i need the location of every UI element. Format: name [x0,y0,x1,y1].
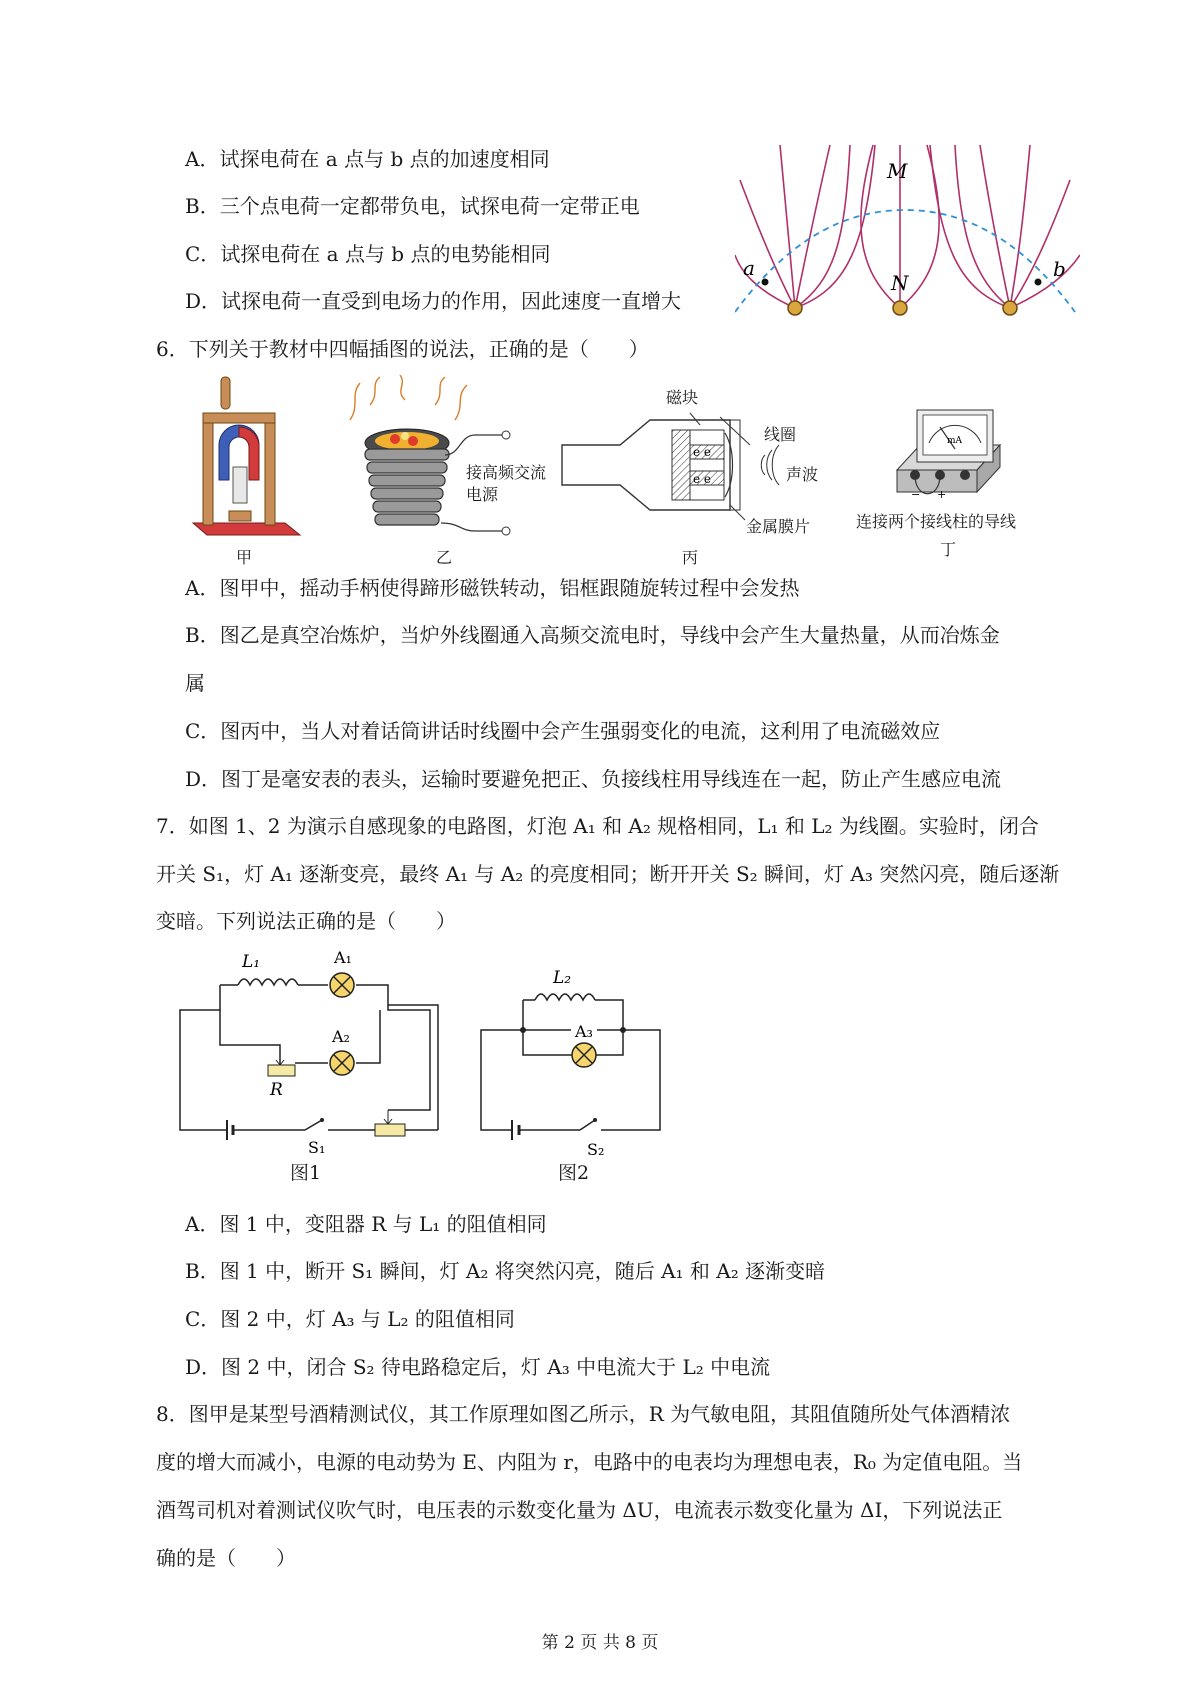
label-r: R [270,1080,283,1100]
q5-option-b: B．三个点电荷一定都带负电，试探电荷一定带正电 [185,194,640,218]
caption-bing: 丙 [682,548,699,567]
q8-stem-2: 度的增大而减小，电源的电动势为 E、内阻为 r，电路中的电表均为理想电表，R₀ 为定值电阻。当 [156,1450,1023,1474]
caption-yi: 乙 [436,548,453,567]
label-sound-wave: 声波 [786,465,819,484]
label-s2: S₂ [587,1140,605,1159]
caption-fig2: 图2 [558,1162,590,1184]
q8-stem-3: 酒驾司机对着测试仪吹气时，电压表的示数变化量为 ΔU，电流表示数变化量为 ΔI，下列说法正 [156,1498,1003,1522]
q6-option-b-cont: 属 [185,671,205,695]
meter-unit: mA [947,436,963,446]
label-a2: A₂ [332,1027,350,1046]
q6-stem: 6．下列关于教材中四幅插图的说法，正确的是（ ） [156,337,649,361]
q6-option-c: C．图丙中，当人对着话筒讲话时线圈中会产生强弱变化的电流，这利用了电流磁效应 [185,719,941,743]
page-footer: 第 2 页 共 8 页 [541,1633,659,1653]
q8-stem-1: 8．图甲是某型号酒精测试仪，其工作原理如图乙所示，R 为气敏电阻，其阻值随所处气体酒精浓 [156,1402,1011,1426]
label-l1: L₁ [242,952,261,972]
q5-option-c: C．试探电荷在 a 点与 b 点的电势能相同 [185,242,551,266]
figure-jia [185,375,305,540]
label-coil: 线圈 [764,425,797,444]
circuit-figure-1 [170,945,460,1170]
label-a3: A₃ [575,1022,593,1041]
label-l2: L₂ [553,968,572,988]
q7-option-b: B．图 1 中，断开 S₁ 瞬间，灯 A₂ 将突然闪亮，随后 A₁ 和 A₂ 逐渐变暗 [185,1259,826,1283]
label-a1: A₁ [334,948,352,967]
svg-text:−: − [911,488,921,501]
label-s1: S₁ [308,1138,326,1157]
svg-text:+: + [937,488,947,501]
caption-fig1: 图1 [290,1162,322,1184]
circuit-figure-2 [475,955,675,1165]
figure-yi [345,375,515,540]
q7-option-c: C．图 2 中，灯 A₃ 与 L₂ 的阻值相同 [185,1307,515,1331]
q6-option-d: D．图丁是毫安表的表头，运输时要避免把正、负接线柱用导线连在一起，防止产生感应电流 [185,767,1002,791]
label-metal-film: 金属膜片 [746,517,811,536]
q5-option-a: A．试探电荷在 a 点与 b 点的加速度相同 [185,147,550,171]
q8-stem-4: 确的是（ ） [156,1546,296,1570]
q7-stem-1: 7．如图 1、2 为演示自感现象的电路图，灯泡 A₁ 和 A₂ 规格相同，L₁ 和 L₂ 为线圈。实验时，闭合 [156,814,1039,838]
label-high-frequency-source: 接高频交流电源 [466,463,547,504]
caption-ding: 丁 [940,540,957,559]
svg-text:e e: e e [693,472,712,486]
q7-stem-2: 开关 S₁，灯 A₁ 逐渐变亮，最终 A₁ 与 A₂ 的亮度相同；断开开关 S₂ 瞬间，灯 A₃ 突然闪亮，随后逐渐 [156,862,1060,886]
label-a: a [743,256,755,280]
q5-option-d: D．试探电荷一直受到电场力的作用，因此速度一直增大 [185,289,682,313]
label-wire: 连接两个接线柱的导线 [856,512,1017,531]
label-b: b [1053,257,1066,281]
label-magnet-block: 磁块 [666,388,699,407]
q7-option-a: A．图 1 中，变阻器 R 与 L₁ 的阻值相同 [185,1212,547,1236]
figure-ding [895,405,1005,505]
q7-stem-3: 变暗。下列说法正确的是（ ） [156,909,456,933]
q6-option-b: B．图乙是真空冶炼炉，当炉外线圈通入高频交流电时，导线中会产生大量热量，从而冶炼金 [185,623,1000,647]
label-m: M [887,159,908,183]
q6-option-a: A．图甲中，摇动手柄使得蹄形磁铁转动，铝框跟随旋转过程中会发热 [185,576,800,600]
field-lines-figure [735,140,1080,320]
svg-text:e e: e e [693,445,712,459]
q7-option-d: D．图 2 中，闭合 S₂ 待电路稳定后，灯 A₃ 中电流大于 L₂ 中电流 [185,1355,771,1379]
caption-jia: 甲 [236,548,253,567]
label-n: N [891,271,909,295]
